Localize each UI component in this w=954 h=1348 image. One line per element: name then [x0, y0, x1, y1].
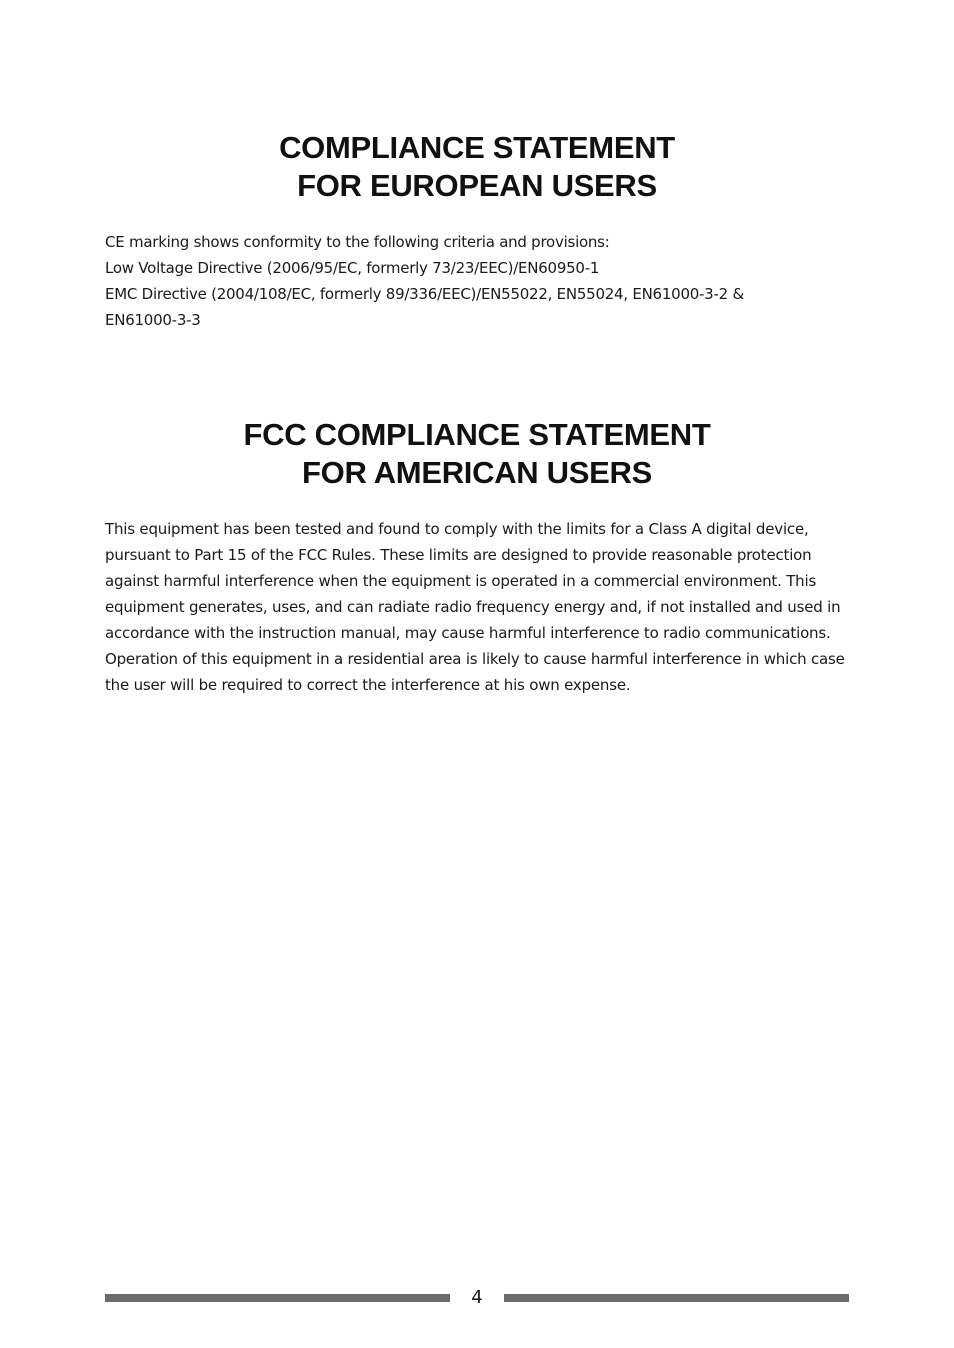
fcc-body-line: This equipment has been tested and found to comply with the limits for a Class A digital device,: [105, 520, 809, 538]
page-number: 4: [471, 1287, 483, 1308]
eu-compliance-heading: [0, 129, 954, 205]
eu-body-line: EN61000-3-3: [105, 311, 201, 329]
fcc-body-line: the user will be required to correct the interference at his own expense.: [105, 676, 631, 694]
eu-body-line: Low Voltage Directive (2006/95/EC, formerly 73/23/EEC)/EN60950-1: [105, 259, 600, 277]
fcc-compliance-body: [105, 516, 850, 698]
eu-compliance-body: [105, 229, 850, 333]
fcc-heading-line-1: FCC COMPLIANCE STATEMENT: [243, 417, 711, 452]
fcc-body-line: accordance with the instruction manual, may cause harmful interference to radio communications.: [105, 624, 831, 642]
eu-heading-line-1: COMPLIANCE STATEMENT: [279, 130, 675, 165]
fcc-heading-line-2: FOR AMERICAN USERS: [302, 455, 652, 490]
fcc-body-line: equipment generates, uses, and can radiate radio frequency energy and, if not installed and used in: [105, 598, 841, 616]
fcc-body-line: against harmful interference when the equipment is operated in a commercial environment. This: [105, 572, 817, 590]
fcc-body-line: Operation of this equipment in a residential area is likely to cause harmful interference in which case: [105, 650, 845, 668]
footer-divider-right: [504, 1294, 849, 1302]
eu-body-line: EMC Directive (2004/108/EC, formerly 89/336/EEC)/EN55022, EN55024, EN61000-3-2 &: [105, 285, 744, 303]
fcc-compliance-heading: [0, 416, 954, 492]
eu-heading-line-2: FOR EUROPEAN USERS: [297, 168, 657, 203]
fcc-body-line: pursuant to Part 15 of the FCC Rules. These limits are designed to provide reasonable protection: [105, 546, 812, 564]
footer-divider-left: [105, 1294, 450, 1302]
eu-body-line: CE marking shows conformity to the following criteria and provisions:: [105, 233, 610, 251]
